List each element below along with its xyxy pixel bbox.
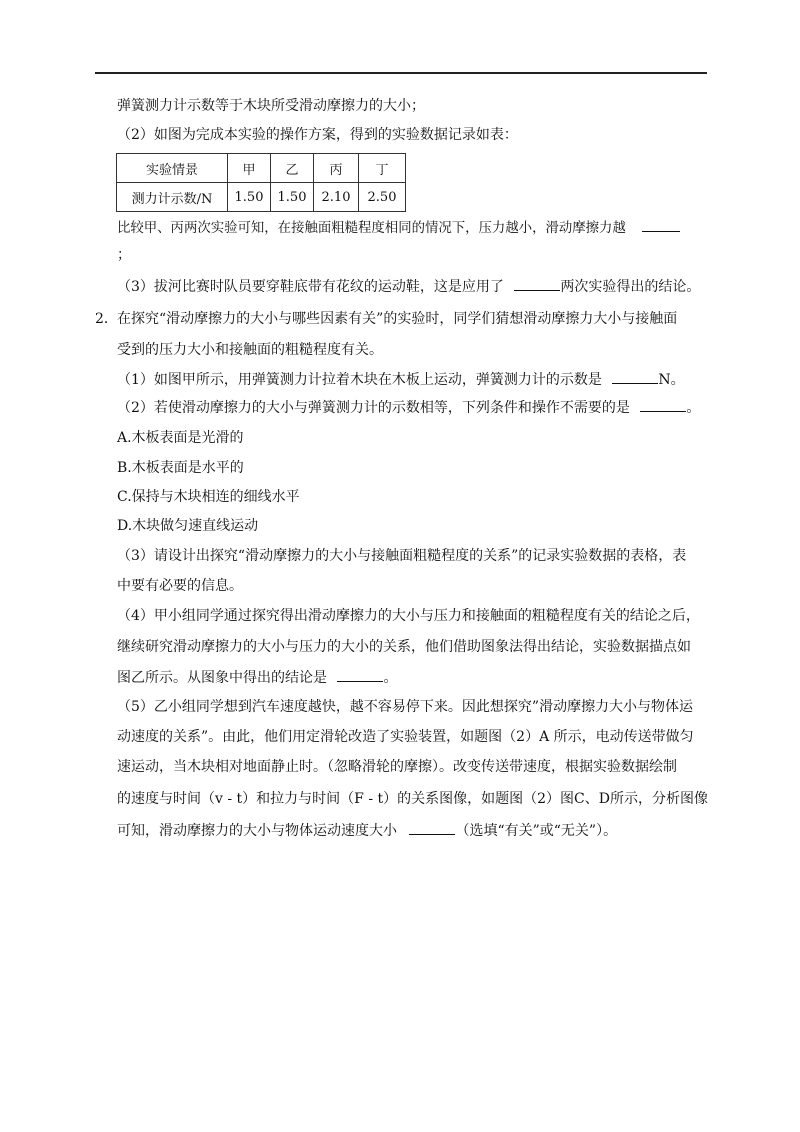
text-line: 在探究“滑动摩擦力的大小与哪些因素有关”的实验时，同学们猜想滑动摩擦力大小与接触面 <box>117 311 678 327</box>
table-cell: 测力计示数/N <box>117 183 228 212</box>
text-span: 。 <box>383 670 398 686</box>
option-c: C.保持与木块相连的细线水平 <box>117 489 300 505</box>
data-table <box>116 153 406 212</box>
answer-blank[interactable] <box>612 369 658 384</box>
option-a: A.木板表面是光滑的 <box>117 430 244 446</box>
text-span: 图乙所示。从图象中得出的结论是 <box>117 670 327 686</box>
text-span: （3）拔河比赛时队员要穿鞋底带有花纹的运动鞋，这是应用了 <box>117 279 504 295</box>
text-line: 受到的压力大小和接触面的粗糙程度有关。 <box>117 342 383 358</box>
text-line: 的速度与时间（v - t）和拉力与时间（F - t）的关系图像，如题图（2）图C、D所示，分析图像 <box>117 791 708 807</box>
text-line: 中要有必要的信息。 <box>117 578 243 594</box>
text-span: 两次实验得出的结论。 <box>560 279 701 295</box>
table-cell: 2.50 <box>359 183 406 212</box>
question-number: 2． <box>95 311 118 327</box>
answer-blank[interactable] <box>642 217 680 232</box>
text-line <box>117 397 700 418</box>
text-line: 动速度的关系”。由此，他们用定滑轮改造了实验装置，如题图（2）A 所示，电动传送带做匀 <box>117 729 694 745</box>
table-cell: 1.50 <box>228 183 271 212</box>
text-line: （5）乙小组同学想到汽车速度越快，越不容易停下来。因此想探究”滑动摩擦力大小与物体运 <box>117 699 694 715</box>
text-line: 速运动，当木块相对地面静止时。（忽略滑轮的摩擦）。改变传送带速度，根据实验数据绘制 <box>117 759 677 775</box>
text-line: 弹簧测力计示数等于木块所受滑动摩擦力的大小； <box>117 98 425 114</box>
text-line <box>117 217 680 239</box>
text-line: 继续研究滑动摩擦力的大小与压力的大小的关系，他们借助图象法得出结论，实验数据描点如 <box>117 639 691 655</box>
option-b: B.木板表面是水平的 <box>117 460 244 476</box>
text-span: 。 <box>686 400 701 416</box>
text-span: 可知，滑动摩擦力的大小与物体运动速度大小 <box>117 823 397 839</box>
table-cell: 甲 <box>228 154 271 183</box>
table-header-row <box>117 154 406 183</box>
answer-blank[interactable] <box>337 667 383 682</box>
answer-blank[interactable] <box>640 397 686 412</box>
text-line: （2）如图为完成本实验的操作方案，得到的实验数据记录如表： <box>117 127 518 143</box>
table-cell: 1.50 <box>271 183 314 212</box>
text-span: （1）如图甲所示，用弹簧测力计拉着木块在木板上运动，弹簧测力计的示数是 <box>117 372 602 388</box>
text-line <box>117 820 617 841</box>
table-cell: 2.10 <box>314 183 359 212</box>
text-span: （选填“有关”或“无关”）。 <box>455 823 618 839</box>
text-line: （4）甲小组同学通过探究得出滑动摩擦力的大小与压力和接触面的粗糙程度有关的结论之后， <box>117 608 700 624</box>
text-line <box>117 667 397 688</box>
text-line: （3）请设计出探究“滑动摩擦力的大小与接触面粗糙程度的关系”的记录实验数据的表格，表 <box>117 548 687 564</box>
table-cell: 丁 <box>359 154 406 183</box>
text-line <box>117 369 685 390</box>
text-span: （2）若使滑动摩擦力的大小与弹簧测力计的示数相等，下列条件和操作不需要的是 <box>117 400 630 416</box>
table-row <box>117 183 406 212</box>
answer-blank[interactable] <box>514 276 560 291</box>
answer-blank[interactable] <box>409 820 455 835</box>
table-cell: 乙 <box>271 154 314 183</box>
header-rule <box>95 72 707 74</box>
option-d: D.木块做匀速直线运动 <box>117 518 259 534</box>
text-line: ； <box>117 247 131 263</box>
text-span: 比较甲、丙两次实验可知，在接触面粗糙程度相同的情况下，压力越小，滑动摩擦力越 <box>117 221 626 236</box>
table-cell: 丙 <box>314 154 359 183</box>
table-cell: 实验情景 <box>117 154 228 183</box>
text-span: N。 <box>658 372 685 388</box>
text-line <box>117 276 700 297</box>
